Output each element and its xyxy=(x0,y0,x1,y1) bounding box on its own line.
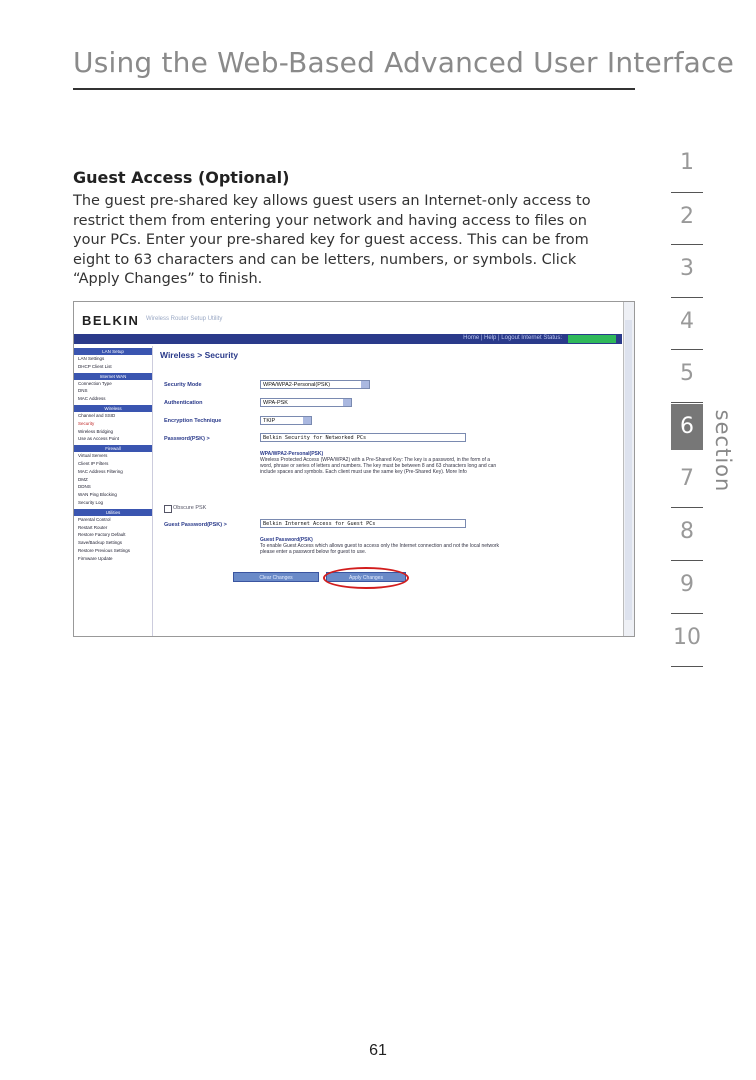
page-number: 61 xyxy=(369,1042,387,1059)
router-main xyxy=(160,350,610,555)
section-rule xyxy=(671,666,703,667)
password-label: Password(PSK) > xyxy=(164,436,210,442)
sidebar-item[interactable]: Restore Previous Settings xyxy=(78,547,131,553)
section-number-10: 10 xyxy=(673,625,701,650)
sidebar-item[interactable]: Client IP Filters xyxy=(78,460,109,466)
obscure-psk-label: Obscure PSK xyxy=(173,505,207,511)
sidebar-item[interactable]: Connection Type xyxy=(78,380,112,386)
sidebar-item[interactable]: MAC Address Filtering xyxy=(78,468,123,474)
router-header xyxy=(74,302,622,334)
router-sidebar xyxy=(74,346,153,636)
section-rule xyxy=(671,192,703,193)
wpa-note-title: WPA/WPA2-Personal(PSK) xyxy=(260,451,324,457)
section-number-8: 8 xyxy=(680,519,694,544)
guest-password-label: Guest Password(PSK) > xyxy=(164,522,227,528)
sidebar-item[interactable]: Wireless Bridging xyxy=(78,428,114,434)
brand-subtitle: Wireless Router Setup Utility xyxy=(146,316,223,322)
section-number-2: 2 xyxy=(680,204,694,229)
section-number-4: 4 xyxy=(680,309,694,334)
section-rule xyxy=(671,613,703,614)
encryption-select[interactable]: TKIP xyxy=(260,416,312,425)
section-rule xyxy=(671,297,703,298)
scrollbar-thumb[interactable] xyxy=(625,320,632,620)
breadcrumb: Wireless > Security xyxy=(160,350,239,360)
sidebar-item[interactable]: LAN Settings xyxy=(78,356,105,361)
sidebar-heading: Utilities xyxy=(74,509,152,516)
body-line: The guest pre-shared key allows guest users an Internet-only access to xyxy=(73,193,591,209)
sidebar-item[interactable]: DNS xyxy=(78,388,88,394)
sidebar-heading: LAN Setup xyxy=(74,348,152,355)
body-line: eight to 63 characters and can be letters, numbers, or symbols. Click xyxy=(73,251,577,268)
guest-note-title: Guest Password(PSK) xyxy=(260,537,313,543)
security-mode-label: Security Mode xyxy=(164,382,202,388)
sidebar-heading: Wireless xyxy=(74,405,152,412)
authentication-select[interactable]: WPA-PSK xyxy=(260,398,352,407)
body-line: your PCs. Enter your pre-shared key for guest access. This can be from xyxy=(73,232,589,248)
scrollbar[interactable] xyxy=(623,302,634,636)
sidebar-item[interactable]: Security Log xyxy=(78,499,104,505)
authentication-label: Authentication xyxy=(164,400,203,406)
section-rule xyxy=(671,560,703,561)
sidebar-item[interactable]: Parental Control xyxy=(78,516,111,522)
section-rule xyxy=(671,349,703,350)
wpa-note-text: Wireless Protected Access (WPA/WPA2) with a Pre-Shared Key: The key is a password, in the form of a word, phrase or series of letters and numbers. The key must be between 8 and 63 characters long and can include spaces and symbols. Each client must use the same key (Pre-Shared Key). More Info xyxy=(260,457,497,475)
section-number-9: 9 xyxy=(680,572,694,597)
sidebar-item[interactable]: MAC Address xyxy=(78,396,106,402)
password-input[interactable]: Belkin Security for Networked PCs xyxy=(260,433,466,442)
sidebar-item[interactable]: Restart Router xyxy=(78,524,108,530)
header-rule xyxy=(73,88,635,90)
section-rule xyxy=(671,244,703,245)
sidebar-heading: Firewall xyxy=(74,445,152,452)
security-mode-select[interactable]: WPA/WPA2-Personal(PSK) xyxy=(260,380,370,389)
body-line: restrict them from entering your network and having access to files on xyxy=(73,212,587,229)
router-topbar xyxy=(74,334,622,344)
sidebar-item[interactable]: Security xyxy=(78,420,95,426)
sidebar-item[interactable]: WAN Ping Blocking xyxy=(78,492,117,498)
sidebar-item[interactable]: Save/Backup Settings xyxy=(78,540,123,546)
sidebar-item[interactable]: Use as Access Point xyxy=(78,436,120,442)
section-number-3: 3 xyxy=(680,256,694,281)
encryption-label: Encryption Technique xyxy=(164,418,222,424)
sidebar-heading: Internet WAN xyxy=(74,373,152,380)
section-label xyxy=(713,395,735,505)
sidebar-item[interactable]: Firmware Update xyxy=(78,555,113,561)
apply-changes-button[interactable]: Apply Changes xyxy=(326,572,406,582)
obscure-psk-checkbox[interactable] xyxy=(164,505,172,513)
section-rule xyxy=(671,507,703,508)
section-word: section xyxy=(711,409,735,493)
section-number-5: 5 xyxy=(680,361,694,386)
guest-note xyxy=(260,537,500,555)
section-rule xyxy=(671,402,703,403)
section-number-7: 7 xyxy=(680,466,694,491)
sidebar-item[interactable]: Restore Factory Default xyxy=(78,532,126,538)
wpa-note xyxy=(260,451,500,475)
sidebar-item[interactable]: Virtual Servers xyxy=(78,453,108,459)
clear-changes-button[interactable]: Clear Changes xyxy=(233,572,319,582)
topbar-links: Home | Help | Logout Internet Status: xyxy=(463,335,562,341)
belkin-logo: BELKIN xyxy=(82,313,140,328)
sidebar-item[interactable]: DDNS xyxy=(78,484,91,490)
body-text xyxy=(73,192,633,290)
section-number-active: 6 xyxy=(671,404,703,450)
highlight-circle xyxy=(323,567,409,589)
router-screenshot xyxy=(73,301,635,637)
body-line: “Apply Changes” to finish. xyxy=(73,271,263,287)
section-number-1: 1 xyxy=(680,150,694,175)
guest-password-input[interactable]: Belkin Internet Access for Guest PCs xyxy=(260,519,466,528)
page-header: Using the Web-Based Advanced User Interface xyxy=(73,46,735,79)
sidebar-item[interactable]: Channel and SSID xyxy=(78,412,116,418)
sidebar-item[interactable]: DMZ xyxy=(78,476,88,482)
guest-note-text: To enable Guest Access which allows guest to access only the Internet connection and not the local network please enter a password below for guest to use. xyxy=(260,543,500,555)
sidebar-item[interactable]: DHCP Client List xyxy=(78,363,112,369)
section-title: Guest Access (Optional) xyxy=(73,168,290,187)
internet-status-indicator xyxy=(568,335,616,343)
